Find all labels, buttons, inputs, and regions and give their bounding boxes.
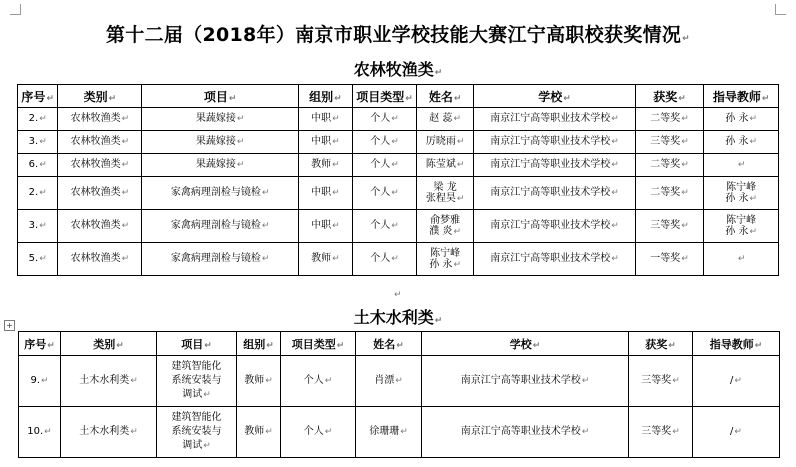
cell-end-mark: ↵	[261, 188, 270, 198]
column-header	[58, 85, 142, 108]
table-cell	[704, 177, 779, 210]
table-cell	[352, 210, 416, 243]
cell-text: 农林牧渔类	[70, 159, 121, 170]
table-cell	[704, 131, 779, 154]
table-cell	[352, 177, 416, 210]
cell-text: 学校	[538, 89, 563, 104]
table-cell	[693, 356, 780, 407]
cell-text: 中职	[311, 113, 332, 124]
cell-end-mark: ↵	[581, 427, 590, 437]
table-cell	[142, 177, 299, 210]
table-row	[18, 131, 779, 154]
table-cell	[298, 210, 352, 243]
cell-end-mark: ↵	[611, 137, 619, 147]
cell-text: 项目类型	[291, 337, 336, 351]
cell-end-mark: ↵	[47, 340, 55, 351]
cell-end-mark: ↵	[39, 254, 47, 264]
cell-end-mark: ↵	[121, 188, 130, 198]
cell-text: 家禽病理剖检与镜检	[170, 220, 261, 231]
cell-text: 序号	[21, 89, 46, 104]
table-row	[19, 407, 780, 458]
cell-end-mark: ↵	[332, 254, 340, 264]
cell-end-mark: ↵	[41, 376, 49, 386]
column-header	[693, 332, 780, 356]
table-cell	[474, 154, 636, 177]
table-cell	[281, 407, 356, 458]
cell-text: 组别	[243, 337, 266, 351]
cell-end-mark: ↵	[324, 427, 333, 437]
table-cell	[18, 108, 58, 131]
cell-end-mark: ↵	[453, 93, 462, 104]
cell-text: 三等奖	[641, 375, 672, 386]
table-cell	[417, 154, 474, 177]
cell-text: 个人	[370, 253, 391, 264]
table-cell	[635, 154, 703, 177]
column-header	[704, 85, 779, 108]
column-header	[635, 85, 703, 108]
table-cell	[58, 177, 142, 210]
cell-text: 建筑智能化 系统安装与 调试	[171, 361, 222, 400]
cell-text: 南京江宁高等职业技术学校	[460, 375, 581, 386]
cell-text: 学校	[509, 337, 532, 351]
column-header	[18, 85, 58, 108]
table-cell	[237, 407, 281, 458]
column-header	[422, 332, 629, 356]
table-cell	[704, 108, 779, 131]
cell-text: 指导教师	[709, 337, 754, 351]
cell-text: 6.	[28, 159, 39, 170]
page-corner-mark-left	[10, 4, 21, 15]
table-header-row	[19, 332, 780, 356]
table-cell	[417, 177, 474, 210]
cell-text: 家禽病理剖检与镜检	[170, 253, 261, 264]
cell-end-mark: ↵	[261, 254, 270, 264]
cell-text: 陈宁峰 孙 永	[725, 214, 757, 237]
cell-text: 南京江宁高等职业技术学校	[490, 159, 611, 170]
table-cell	[693, 407, 780, 458]
table-cell	[298, 154, 352, 177]
cell-text: 三等奖	[650, 220, 681, 231]
cell-text: 指导教师	[712, 89, 761, 104]
table-cell	[352, 154, 416, 177]
table-cell	[417, 131, 474, 154]
table-cell	[629, 356, 693, 407]
cell-text: 10.	[27, 426, 44, 437]
cell-text: 项目	[203, 89, 228, 104]
cell-end-mark: ↵	[668, 340, 676, 351]
cell-end-mark: ↵	[332, 221, 340, 231]
cell-text: 教师	[311, 159, 332, 170]
cell-end-mark: ↵	[749, 114, 757, 124]
cell-end-mark: ↵	[203, 390, 211, 400]
cell-text: 厉晓雨	[425, 136, 456, 147]
cell-text: 一等奖	[650, 253, 681, 264]
table-cell	[18, 154, 58, 177]
cell-end-mark: ↵	[678, 93, 686, 104]
cell-end-mark: ↵	[332, 137, 340, 147]
cell-text: 建筑智能化 系统安装与 调试	[171, 412, 222, 451]
table-cell	[474, 243, 636, 276]
cell-end-mark: ↵	[453, 226, 461, 237]
cell-end-mark: ↵	[453, 114, 461, 124]
table-cell	[298, 131, 352, 154]
table-cell	[18, 177, 58, 210]
table-cell	[142, 210, 299, 243]
paragraph-mark: ↵	[394, 290, 402, 300]
table-cell	[352, 108, 416, 131]
cell-text: 土木水利类	[79, 375, 130, 386]
table-cell	[58, 210, 142, 243]
table-cell	[18, 243, 58, 276]
cell-end-mark: ↵	[453, 259, 461, 270]
table-cell	[704, 210, 779, 243]
cell-text: 农林牧渔类	[70, 136, 121, 147]
cell-end-mark: ↵	[121, 254, 130, 264]
cell-end-mark: ↵	[391, 254, 399, 264]
cell-end-mark: ↵	[611, 188, 619, 198]
cell-text: 序号	[24, 337, 47, 351]
table-cell	[61, 407, 157, 458]
cell-end-mark: ↵	[236, 137, 245, 147]
table-cell	[417, 210, 474, 243]
cell-text: 果蔬嫁接	[195, 159, 236, 170]
cell-end-mark: ↵	[405, 93, 413, 104]
table-move-handle-icon[interactable]: +	[4, 320, 15, 331]
table-cell	[417, 108, 474, 131]
table-cell	[281, 356, 356, 407]
cell-end-mark: ↵	[681, 188, 689, 198]
cell-text: 类别	[83, 89, 108, 104]
cell-text: 陈莹斌	[425, 159, 456, 170]
column-header	[474, 85, 636, 108]
cell-end-mark: ↵	[672, 376, 680, 386]
cell-end-mark: ↵	[391, 137, 399, 147]
table-cell	[635, 243, 703, 276]
cell-text: 三等奖	[650, 136, 681, 147]
table-cell	[298, 243, 352, 276]
cell-text: 孙 永	[725, 113, 749, 124]
table-cell	[18, 131, 58, 154]
cell-end-mark: ↵	[332, 188, 340, 198]
cell-text: 9.	[30, 375, 40, 386]
cell-text: 教师	[244, 375, 265, 386]
table-cell	[356, 407, 422, 458]
cell-end-mark: ↵	[332, 160, 340, 170]
cell-end-mark: ↵	[532, 340, 541, 351]
cell-end-mark: ↵	[121, 221, 130, 231]
cell-text: 二等奖	[650, 113, 681, 124]
cell-text: 南京江宁高等职业技术学校	[460, 426, 581, 437]
table-cell	[18, 210, 58, 243]
cell-text: 南京江宁高等职业技术学校	[490, 113, 611, 124]
cell-end-mark: ↵	[749, 226, 757, 237]
cell-text: 获奖	[653, 89, 678, 104]
cell-end-mark: ↵	[336, 340, 345, 351]
cell-end-mark: ↵	[265, 376, 273, 386]
cell-end-mark: ↵	[39, 160, 47, 170]
cell-end-mark: ↵	[391, 114, 399, 124]
table-cell	[635, 131, 703, 154]
cell-end-mark: ↵	[265, 427, 273, 437]
cell-end-mark: ↵	[236, 160, 245, 170]
table-cell	[61, 356, 157, 407]
cell-text: 徐珊珊	[369, 426, 400, 437]
cell-end-mark: ↵	[391, 160, 399, 170]
table-cell	[19, 356, 61, 407]
cell-text: 组别	[309, 89, 334, 104]
cell-text: 3.	[28, 220, 39, 231]
table-cell	[422, 356, 629, 407]
column-header	[352, 85, 416, 108]
column-header	[157, 332, 237, 356]
table-row	[18, 243, 779, 276]
table-cell	[704, 243, 779, 276]
page-title: 第十二届（2018年）南京市职业学校技能大赛江宁高职校获奖情况↵	[105, 24, 691, 46]
cell-end-mark: ↵	[456, 193, 465, 204]
table-cell	[352, 243, 416, 276]
cell-end-mark: ↵	[228, 93, 237, 104]
table-header-row	[18, 85, 779, 108]
cell-end-mark: ↵	[611, 114, 619, 124]
page-corner-mark-right	[775, 4, 786, 15]
cell-end-mark: ↵	[46, 93, 54, 104]
table-cell	[635, 177, 703, 210]
cell-end-mark: ↵	[266, 340, 274, 351]
cell-text: 中职	[311, 187, 332, 198]
column-header	[281, 332, 356, 356]
table-cell	[352, 131, 416, 154]
cell-text: 个人	[370, 113, 391, 124]
cell-text: 农林牧渔类	[70, 220, 121, 231]
cell-text: 姓名	[373, 337, 396, 351]
table-cell	[474, 210, 636, 243]
cell-text: 二等奖	[650, 159, 681, 170]
cell-text: 个人	[370, 136, 391, 147]
cell-end-mark: ↵	[611, 221, 619, 231]
cell-end-mark: ↵	[749, 193, 757, 204]
cell-end-mark: ↵	[108, 93, 117, 104]
cell-end-mark: ↵	[681, 114, 689, 124]
table-cell	[58, 154, 142, 177]
cell-text: 俞梦雅 濮 炎	[429, 214, 461, 237]
section-title-civil: 土木水利类↵	[353, 308, 443, 327]
cell-end-mark: ↵	[456, 137, 465, 147]
cell-text: 二等奖	[650, 187, 681, 198]
cell-end-mark: ↵	[749, 137, 757, 147]
cell-text: 个人	[303, 375, 324, 386]
cell-text: 3.	[28, 136, 39, 147]
cell-text: 陈宁峰 孙 永	[725, 181, 757, 204]
cell-text: /	[730, 375, 734, 386]
cell-text: 梁 龙 张程昊	[425, 181, 457, 204]
cell-end-mark: ↵	[734, 376, 742, 386]
cell-end-mark: ↵	[236, 114, 245, 124]
cell-end-mark: ↵	[130, 376, 138, 386]
cell-text: 2.	[28, 187, 39, 198]
cell-text: 土木水利类	[79, 426, 130, 437]
table-cell	[142, 108, 299, 131]
table-cell	[157, 356, 237, 407]
cell-end-mark: ↵	[39, 188, 47, 198]
cell-end-mark: ↵	[39, 114, 47, 124]
table-row	[18, 108, 779, 131]
cell-end-mark: ↵	[334, 93, 342, 104]
cell-end-mark: ↵	[611, 254, 619, 264]
table-cell	[356, 356, 422, 407]
cell-end-mark: ↵	[672, 427, 680, 437]
cell-end-mark: ↵	[121, 114, 130, 124]
cell-text: 教师	[311, 253, 332, 264]
table-cell	[422, 407, 629, 458]
cell-end-mark: ↵	[737, 254, 746, 264]
cell-end-mark: ↵	[611, 160, 619, 170]
cell-text: 中职	[311, 136, 332, 147]
column-header	[298, 85, 352, 108]
table-row	[18, 210, 779, 243]
cell-text: 南京江宁高等职业技术学校	[490, 187, 611, 198]
table-cell	[474, 108, 636, 131]
table-cell	[142, 243, 299, 276]
table-cell	[417, 243, 474, 276]
cell-text: 5.	[28, 253, 39, 264]
table-cell	[474, 177, 636, 210]
cell-end-mark: ↵	[681, 160, 689, 170]
cell-end-mark: ↵	[261, 221, 270, 231]
cell-text: 农林牧渔类	[70, 253, 121, 264]
cell-end-mark: ↵	[456, 160, 465, 170]
table-cell	[58, 131, 142, 154]
cell-end-mark: ↵	[324, 376, 333, 386]
cell-text: 2.	[28, 113, 39, 124]
column-header	[629, 332, 693, 356]
cell-end-mark: ↵	[39, 221, 47, 231]
table-cell	[19, 407, 61, 458]
cell-end-mark: ↵	[391, 188, 399, 198]
cell-end-mark: ↵	[39, 137, 47, 147]
column-header	[142, 85, 299, 108]
table-cell	[629, 407, 693, 458]
cell-text: 陈宁峰 孙 永	[429, 247, 461, 270]
cell-end-mark: ↵	[681, 254, 689, 264]
table-cell	[157, 407, 237, 458]
cell-text: 赵 蕊	[429, 113, 453, 124]
table-cell	[142, 131, 299, 154]
cell-end-mark: ↵	[396, 340, 404, 351]
cell-end-mark: ↵	[400, 427, 408, 437]
cell-text: 果蔬嫁接	[195, 113, 236, 124]
cell-text: 家禽病理剖检与镜检	[170, 187, 261, 198]
table-cell	[298, 108, 352, 131]
cell-text: 南京江宁高等职业技术学校	[490, 220, 611, 231]
cell-end-mark: ↵	[737, 160, 746, 170]
cell-text: 肖漂	[374, 375, 395, 386]
table-row	[19, 356, 780, 407]
column-header	[237, 332, 281, 356]
cell-end-mark: ↵	[681, 137, 689, 147]
table-cell	[704, 154, 779, 177]
cell-end-mark: ↵	[121, 137, 130, 147]
cell-text: 项目	[181, 337, 204, 351]
table-civil	[18, 331, 780, 458]
cell-end-mark: ↵	[204, 340, 212, 351]
cell-end-mark: ↵	[391, 221, 399, 231]
cell-end-mark: ↵	[121, 160, 130, 170]
cell-text: 中职	[311, 220, 332, 231]
cell-text: 个人	[370, 220, 391, 231]
table-agriculture	[17, 84, 779, 276]
cell-end-mark: ↵	[563, 93, 571, 104]
cell-text: 南京江宁高等职业技术学校	[490, 136, 611, 147]
column-header	[417, 85, 474, 108]
cell-text: /	[730, 426, 734, 437]
cell-text: 个人	[303, 426, 324, 437]
cell-text: 项目类型	[356, 89, 405, 104]
cell-text: 农林牧渔类	[70, 187, 121, 198]
cell-text: 获奖	[645, 337, 668, 351]
table-cell	[237, 356, 281, 407]
cell-text: 南京江宁高等职业技术学校	[490, 253, 611, 264]
table-cell	[58, 243, 142, 276]
table-cell	[635, 108, 703, 131]
table-cell	[635, 210, 703, 243]
table-row	[18, 154, 779, 177]
cell-end-mark: ↵	[761, 93, 770, 104]
cell-text: 个人	[370, 159, 391, 170]
cell-text: 孙 永	[725, 136, 749, 147]
cell-text: 三等奖	[641, 426, 672, 437]
cell-end-mark: ↵	[581, 376, 590, 386]
table-row	[18, 177, 779, 210]
table-cell	[142, 154, 299, 177]
cell-end-mark: ↵	[116, 340, 124, 351]
section-title-agriculture: 农林牧渔类↵	[353, 60, 443, 79]
table-cell	[58, 108, 142, 131]
cell-text: 个人	[370, 187, 391, 198]
cell-end-mark: ↵	[395, 376, 403, 386]
cell-end-mark: ↵	[44, 427, 52, 437]
cell-end-mark: ↵	[332, 114, 340, 124]
column-header	[61, 332, 157, 356]
column-header	[19, 332, 61, 356]
table-cell	[298, 177, 352, 210]
cell-text: 类别	[93, 337, 116, 351]
cell-end-mark: ↵	[130, 427, 138, 437]
column-header	[356, 332, 422, 356]
cell-text: 果蔬嫁接	[195, 136, 236, 147]
cell-text: 教师	[244, 426, 265, 437]
cell-text: 姓名	[428, 89, 453, 104]
table-cell	[474, 131, 636, 154]
cell-end-mark: ↵	[734, 427, 742, 437]
cell-text: 农林牧渔类	[70, 113, 121, 124]
cell-end-mark: ↵	[681, 221, 689, 231]
cell-end-mark: ↵	[203, 441, 211, 451]
cell-end-mark: ↵	[754, 340, 763, 351]
